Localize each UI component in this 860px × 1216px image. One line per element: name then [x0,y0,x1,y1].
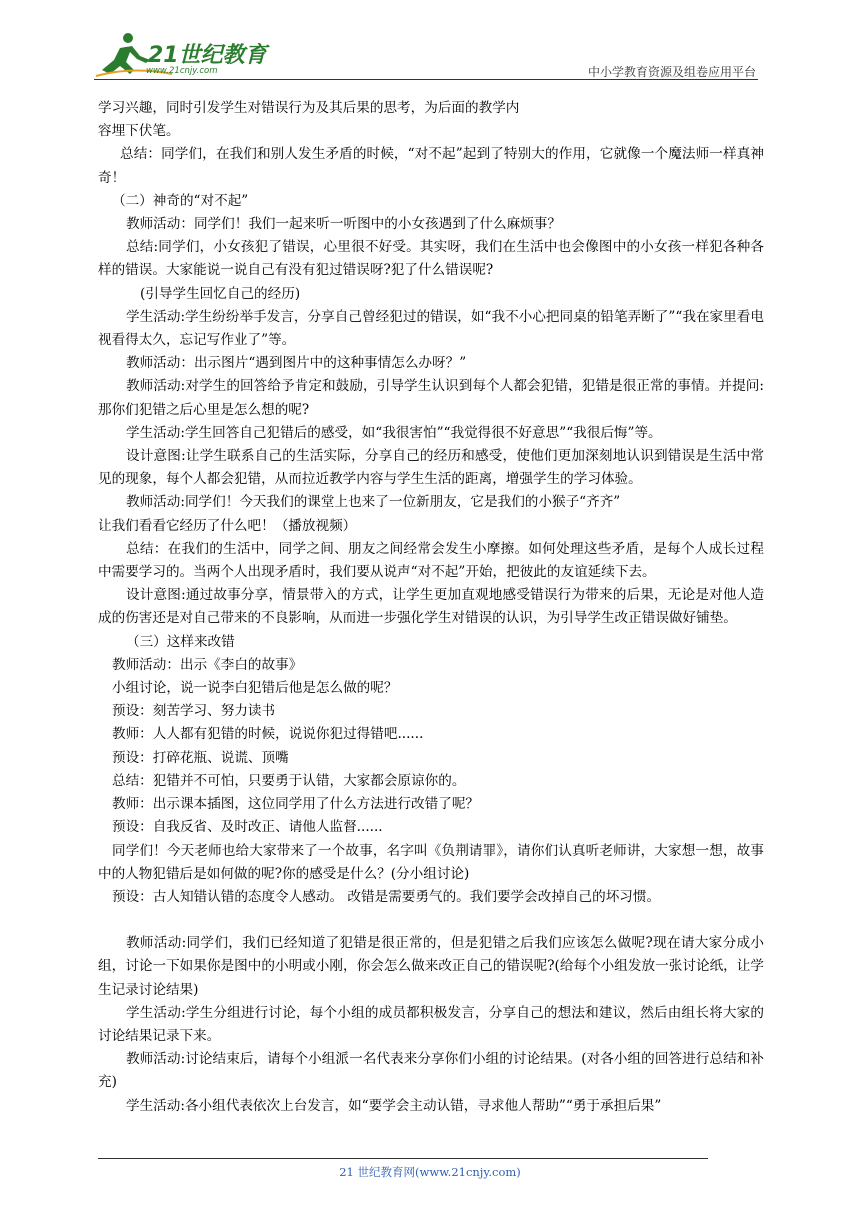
paragraph: 预设：刻苦学习、努力读书 [112,703,276,720]
paragraph: 总结:同学们，小女孩犯了错误，心里很不好受。其实呀，我们在生活中也会像图中的小女孩一样犯各种各样的错误。大家能说一说自己有没有犯过错误呀?犯了什么错误呢? [98,239,764,279]
paragraph: 教师活动:同学们！今天我们的课堂上也来了一位新朋友，它是我们的小猴子“齐齐” [126,494,621,511]
paragraph: 学习兴趣，同时引发学生对错误行为及其后果的思考，为后面的教学内 [98,100,520,116]
paragraph: 学生活动:学生回答自己犯错后的感受，如“我很害怕”“我觉得很不好意思”“我很后悔”等。 [126,424,662,441]
paragraph: （二）神奇的“对不起” [112,192,249,209]
paragraph: 学生活动:各小组代表依次上台发言，如“要学会主动认错，寻求他人帮助”“勇于承担后果” [126,1097,662,1114]
header-divider [94,79,758,80]
paragraph: 总结：同学们，在我们和别人发生矛盾的时候，“对不起”起到了特别大的作用，它就像一个魔法师一样真神奇！ [98,146,764,186]
paragraph: （三）这样来改错 [126,633,235,650]
paragraph: 教师活动:对学生的回答给予肯定和鼓励，引导学生认识到每个人都会犯错，犯错是很正常的事情。并提问:那你们犯错之后心里是怎么想的呢? [98,378,764,418]
paragraph: 教师：人人都有犯错的时候，说说你犯过得错吧...... [112,726,424,743]
footer-divider [98,1158,708,1159]
paragraph: 学生活动:学生分组进行讨论，每个小组的成员都积极发言，分享自己的想法和建议，然后由组长将大家的讨论结果记录下来。 [98,1004,764,1044]
paragraph: 教师：出示课本插图，这位同学用了什么方法进行改错了呢？ [112,796,480,813]
paragraph: (引导学生回忆自己的经历) [140,285,301,302]
paragraph: 预设：打碎花瓶、说谎、顶嘴 [112,749,289,766]
platform-name: 中小学教育资源及组卷应用平台 [587,65,756,79]
paragraph: 总结：犯错并不可怕，只要勇于认错，大家都会原谅你的。 [112,772,466,789]
document-body [98,97,764,1118]
paragraph: 容埋下伏笔。 [98,123,180,140]
paragraph: 设计意图:让学生联系自己的生活实际，分享自己的经历和感受，使他们更加深刻地认识到错误是生活中常见的现象，每个人都会犯错，从而拉近教学内容与学生生活的距离，增强学生的学习体验。 [98,448,764,488]
paragraph: 预设：古人知错认错的态度令人感动。 改错是需要勇气的。我们要学会改掉自己的坏习惯。 [112,888,661,905]
paragraph: 教师活动:讨论结束后，请每个小组派一名代表来分享你们小组的讨论结果。(对各小组的回答进行总结和补充) [98,1051,764,1091]
paragraph: 教师活动：出示《李白的故事》 [112,656,303,673]
footer-text: 21 世纪教育网(www.21cnjy.com) [339,1165,521,1179]
paragraph: 预设：自我反省、及时改正、请他人监督...... [112,819,383,836]
paragraph: 让我们看看它经历了什么吧！（播放视频） [98,517,357,534]
paragraph: 设计意图:通过故事分享，情景带入的方式，让学生更加直观地感受错误行为带来的后果，无论是对他人造成的伤害还是对自己带来的不良影响，从而进一步强化学生对错误的认识，为引导学生改正错误做好铺垫。 [98,587,764,627]
paragraph: 教师活动：出示图片“遇到图片中的这种事情怎么办呀？” [126,355,467,372]
paragraph: 小组讨论，说一说李白犯错后他是怎么做的呢？ [112,680,398,697]
paragraph: 教师活动：同学们！我们一起来听一听图中的小女孩遇到了什么麻烦事？ [126,216,561,233]
logo-url: www.21cnjy.com [146,66,218,76]
paragraph: 学生活动:学生纷纷举手发言，分享自己曾经犯过的错误，如“我不小心把同桌的铅笔弄断了”“我在家里看电视看得太久，忘记写作业了”等。 [98,308,764,349]
paragraph [98,909,764,932]
paragraph: 总结：在我们的生活中，同学之间、朋友之间经常会发生小摩擦。如何处理这些矛盾，是每个人成长过程中需要学习的。当两个人出现矛盾时，我们要从说声“对不起”开始，把彼此的友谊延续下去。 [98,540,764,581]
logo-text: 21世纪教育 [148,43,267,68]
paragraph: 同学们！今天老师也给大家带来了一个故事，名字叫《负荆请罪》，请你们认真听老师讲，大家想一想，故事中的人物犯错后是如何做的呢?你的感受是什么？(分小组讨论) [98,842,764,882]
paragraph: 教师活动:同学们，我们已经知道了犯错是很正常的，但是犯错之后我们应该怎么做呢?现在请大家分成小组，讨论一下如果你是图中的小明或小刚，你会怎么做来改正自己的错误呢?(给每个小组发放一张讨论纸，让学生记录讨论结果) [98,935,764,998]
page-header [0,0,860,90]
